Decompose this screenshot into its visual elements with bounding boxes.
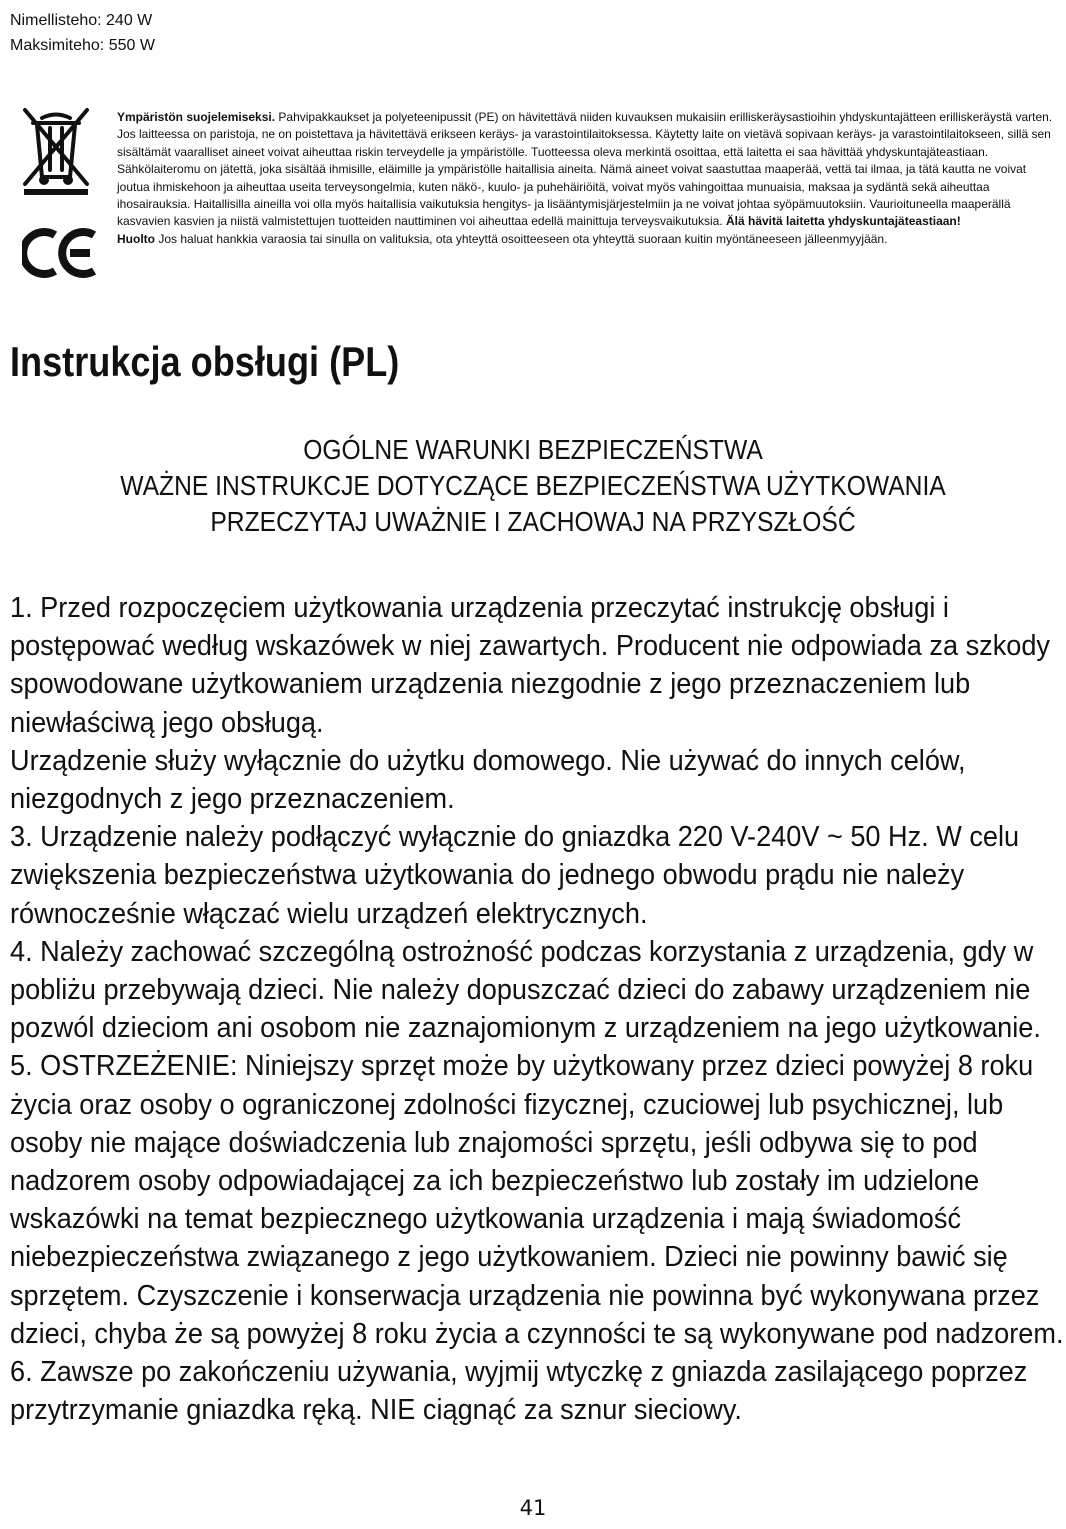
instruction-item: 4. Należy zachować szczególną ostrożność podczas korzystania z urządzenia, gdy w pobliżu przebywają dzieci. Nie należy dopuszczać dzieci do zabawy urządzeniem nie pozwól dzieciom ani osobom nie zaznajomionym z urządzeniem na jego użytkowanie. [10, 935, 1041, 1045]
env-heading: Ympäristön suojelemiseksi. [117, 110, 276, 124]
env-warning: Älä hävitä laitetta yhdyskuntajäteastiaan! [726, 214, 961, 229]
page-title: Instrukcja obsługi (PL) [10, 338, 400, 385]
service-text: Jos haluat hankkia varaosia tai sinulla on valituksia, ota yhteyttä osoitteeseen ota yhteyttä suoraan kuitin myöntäneeseen jälleenmyyjään. [155, 231, 888, 246]
instruction-item: 1. Przed rozpoczęciem użytkowania urządzenia przeczytać instrukcję obsługi i postępować według wskazówek w niej zawartych. Producent nie odpowiada za szkody spowodowane użytkowaniem urządzenia niezgodnie z jego przeznaczeniem lub niewłaściwą jego obsługą. [10, 592, 1050, 739]
instruction-item: 5. OSTRZEŻENIE: Niniejszy sprzęt może by użytkowany przez dzieci powyżej 8 roku życia oraz osoby o ograniczonej zdolności fizycznej, czuciowej lub psychicznej, lub osoby nie mające doświadczenia lub znajomości sprzętu, jeśli odbywa się to pod nadzorem osoby odpowiadającej za ich bezpieczeństwo lub zostały im udzielone wskazówki na temat bezpiecznego użytkowania urządzenia i mają świadomość niebezpieczeństwa związanego z jego użytkowaniem. Dzieci nie powinny bawić się sprzętem. Czyszczenie i konserwacja urządzenia nie powinna być wykonywana przez dzieci, chyba że są powyżej 8 roku życia a czynności te są wykonywane pod nadzorem. [10, 1050, 1064, 1350]
nominal-power: Nimellisteho: 240 W [10, 12, 153, 29]
instruction-item: Urządzenie służy wyłącznie do użytku domowego. Nie używać do innych celów, niezgodnych z jego przeznaczeniem. [10, 744, 966, 816]
service-paragraph [117, 231, 1059, 248]
environmental-notice [117, 109, 1059, 248]
page-number: 41 [519, 1496, 547, 1520]
crossed-out-wheelie-bin-icon [20, 104, 92, 196]
env-body: Pahvipakkaukset ja polyeteenipussit (PE) on hävitettävä niiden kuvauksen mukaisiin erilliskeräysastioihin yhdyskuntajätteen erilliskeräystä varten. Jos laitteessa on paristoja, ne on poistettava ja hävitettävä erikseen keräys- ja varastointilaitoksessa. Käytetty laite on vietävä sopivaan keräys- ja varastointilaitokseen, sillä sen sisältämät vaaralliset aineet voivat aiheuttaa riskin terveydelle ja ympäristölle. Tuotteessa oleva merkintä osoittaa, että laitetta ei saa hävittää yhdyskuntajäteastiaan. Sähkölaiteromu on jätettä, joka sisältää ihmisille, eläimille ja ympäristölle haitallisia aineita. Nämä aineet voivat saastuttaa maaperää, vettä tai ilmaa, ja tätä kautta ne voivat joutua ihmiskehoon ja aiheuttaa useita terveysongelmia, kuten näkö-, kuulo- ja puhehäiriöitä, voivat myös vahingoittaa munuaisia, maksaa ja sydäntä sekä aiheuttaa ihosairauksia. Haitallisilla aineilla voi olla myös haitallisia vaikutuksia hengitys- ja lisääntymisjärjestelmiin ja ne voivat johtaa syöpämuutoksiin. Vaurioituneella maaperällä kasvavien kasvien ja niistä valmistettujen tuotteiden nauttiminen voi aiheuttaa edellä mainittuja terveysvaikutuksia. [117, 110, 1053, 229]
service-label: Huolto [117, 231, 155, 246]
ce-mark-icon [22, 227, 100, 279]
instruction-item: 3. Urządzenie należy podłączyć wyłącznie do gniazdka 220 V-240V ~ 50 Hz. W celu zwiększenia bezpieczeństwa użytkowania do jednego obwodu prądu nie należy równocześnie włączać wielu urządzeń elektrycznych. [10, 821, 1020, 930]
safety-heading-1: OGÓLNE WARUNKI BEZPIECZEŃSTWA [303, 434, 763, 465]
safety-heading-2: WAŻNE INSTRUKCJE DOTYCZĄCE BEZPIECZEŃSTWA UŻYTKOWANIA [120, 470, 946, 501]
safety-heading-3: PRZECZYTAJ UWAŻNIE I ZACHOWAJ NA PRZYSZŁOŚĆ [210, 506, 856, 537]
max-power: Maksimiteho: 550 W [10, 37, 155, 54]
power-specs [10, 8, 155, 58]
environmental-notice-paragraph [117, 109, 1059, 231]
safety-headings [0, 432, 1066, 540]
safety-instructions [10, 589, 1066, 1429]
instruction-item: 6. Zawsze po zakończeniu używania, wyjmij wtyczkę z gniazda zasilającego poprzez przytrzymanie gniazdka ręką. NIE ciągnąć za sznur sieciowy. [10, 1356, 1028, 1427]
